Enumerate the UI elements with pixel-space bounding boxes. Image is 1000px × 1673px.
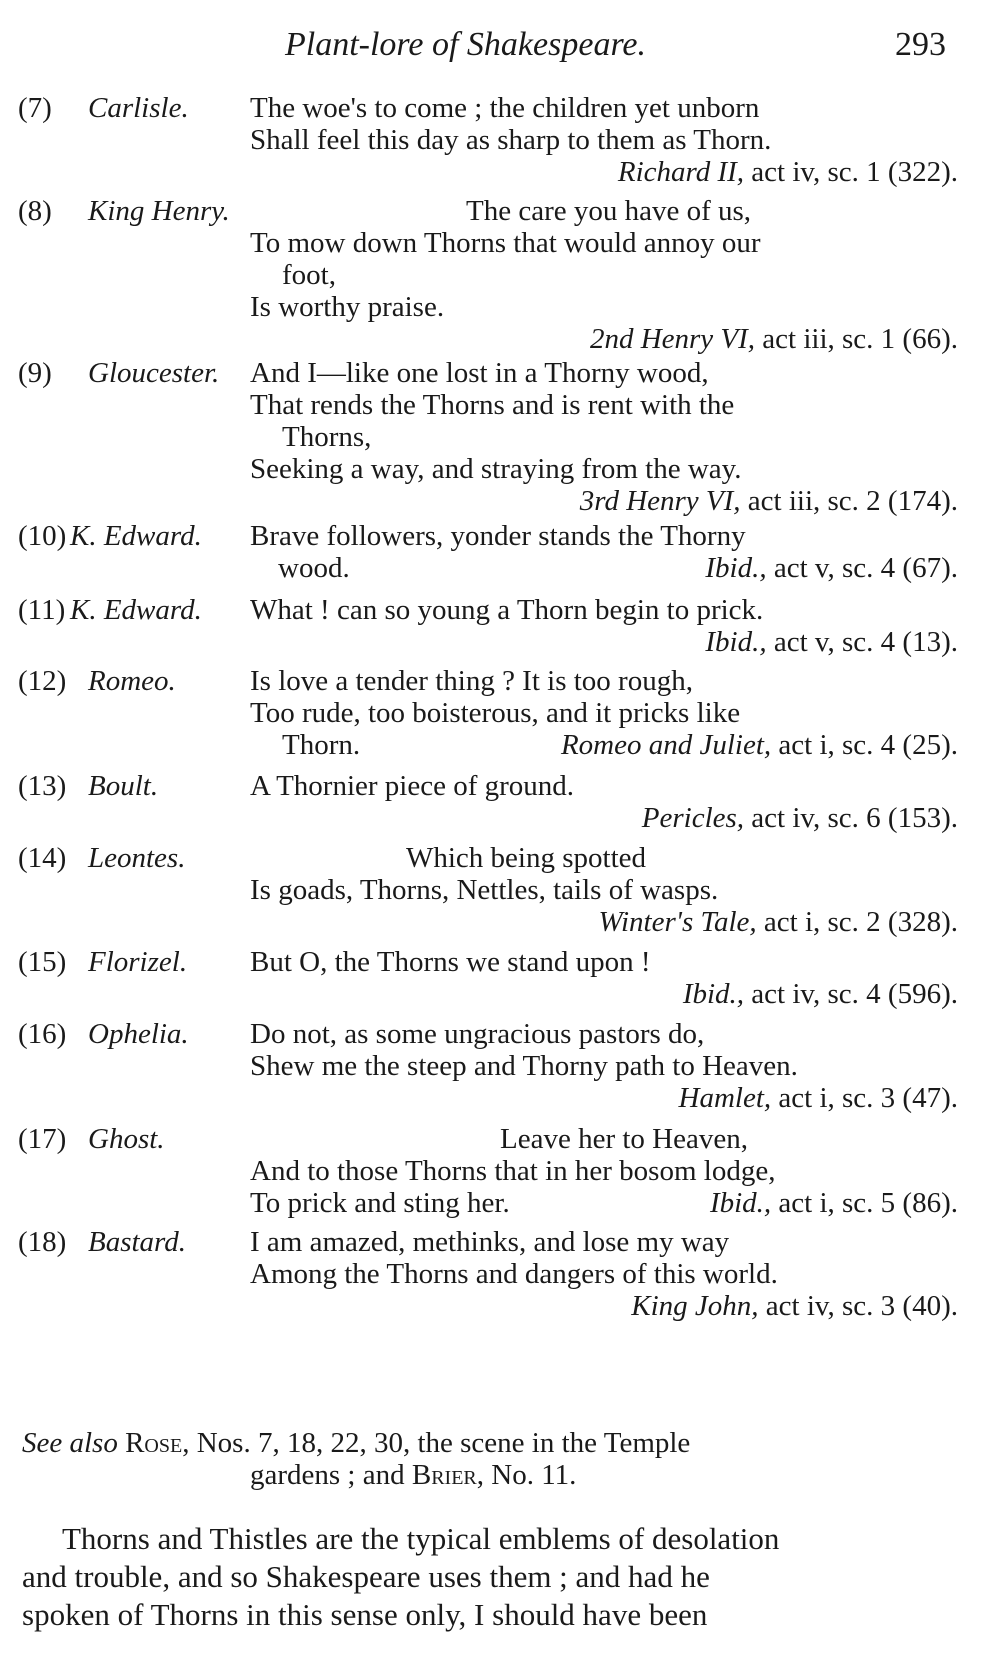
verse-line: Which being spotted: [406, 842, 647, 874]
citation: [250, 1082, 958, 1114]
speaker: K. Edward.: [70, 594, 202, 626]
quote-number: (14): [18, 842, 67, 874]
quote-number: (18): [18, 1226, 67, 1258]
citation: [250, 978, 958, 1010]
citation: [250, 485, 958, 517]
act-scene: act iii, sc. 1 (66).: [755, 323, 958, 355]
quote-number: (9): [18, 357, 52, 389]
verse-line-with-citation: [250, 729, 958, 761]
verse-line-with-citation: [250, 552, 958, 584]
verse-line: What ! can so young a Thorn begin to prick.: [250, 594, 764, 626]
speaker: Bastard.: [88, 1226, 187, 1258]
page-header: [0, 18, 1000, 68]
citation: [250, 802, 958, 834]
verse-line: Is goads, Thorns, Nettles, tails of wasps.: [250, 874, 719, 906]
verse-line: Is worthy praise.: [250, 291, 445, 323]
quote-17: [18, 1123, 958, 1219]
verse-line: foot,: [282, 259, 336, 291]
verse-line: Leave her to Heaven,: [500, 1123, 748, 1155]
see-also-text: , Nos. 7, 18, 22, 30, the scene in the Temple: [182, 1427, 691, 1459]
citation: [250, 626, 958, 658]
work-title: King John,: [631, 1290, 759, 1322]
verse-line: To mow down Thorns that would annoy our: [250, 227, 761, 259]
verse-line: And I—like one lost in a Thorny wood,: [250, 357, 709, 389]
act-scene: act i, sc. 3 (47).: [771, 1082, 958, 1114]
quote-13: [18, 770, 958, 834]
verse-line: Shall feel this day as sharp to them as Thorn.: [250, 124, 772, 156]
cross-ref-rose: Rose: [125, 1427, 183, 1459]
quote-18: [18, 1226, 958, 1322]
quote-16: [18, 1018, 958, 1114]
quote-number: (10): [18, 520, 67, 552]
verse-line: A Thornier piece of ground.: [250, 770, 575, 802]
act-scene: act i, sc. 4 (25).: [771, 729, 958, 761]
speaker: Leontes.: [88, 842, 186, 874]
citation: [561, 729, 958, 761]
work-title: 3rd Henry VI,: [579, 485, 741, 517]
quote-number: (8): [18, 195, 52, 227]
work-title: Romeo and Juliet,: [560, 729, 772, 761]
act-scene: act iv, sc. 3 (40).: [758, 1290, 958, 1322]
quote-number: (15): [18, 946, 67, 978]
verse-line: Thorn.: [282, 729, 361, 761]
speaker: Romeo.: [88, 665, 176, 697]
paragraph-line: Thorns and Thistles are the typical emblems of desolation: [62, 1521, 780, 1556]
act-scene: act v, sc. 4 (67).: [766, 552, 958, 584]
act-scene: act v, sc. 4 (13).: [766, 626, 958, 658]
citation: [250, 906, 958, 938]
citation: [250, 1290, 958, 1322]
verse-line: Brave followers, yonder stands the Thorny: [250, 520, 746, 552]
quote-number: (11): [18, 594, 66, 626]
verse-line: But O, the Thorns we stand upon !: [250, 946, 651, 978]
quote-8: [18, 195, 958, 355]
paragraph-line: spoken of Thorns in this sense only, I should have been: [22, 1597, 708, 1632]
see-also-text: , No. 11.: [476, 1459, 577, 1491]
speaker: Boult.: [88, 770, 159, 802]
work-title: Winter's Tale,: [598, 906, 757, 938]
work-title: Richard II,: [617, 156, 745, 188]
running-title: Plant-lore of Shakespeare.: [285, 26, 647, 63]
verse-line: Is love a tender thing ? It is too rough,: [250, 665, 693, 697]
verse-line: Among the Thorns and dangers of this world.: [250, 1258, 778, 1290]
speaker: King Henry.: [88, 195, 230, 227]
work-title: Ibid.,: [705, 626, 767, 658]
citation: [250, 156, 958, 188]
verse-line: Seeking a way, and straying from the way.: [250, 453, 742, 485]
act-scene: act iv, sc. 1 (322).: [744, 156, 958, 188]
verse-line: Thorns,: [282, 421, 372, 453]
verse-line: I am amazed, methinks, and lose my way: [250, 1226, 730, 1258]
see-also-text: gardens ; and: [250, 1459, 412, 1491]
quote-number: (17): [18, 1123, 67, 1155]
citation: [710, 1187, 958, 1219]
verse-line: To prick and sting her.: [250, 1187, 510, 1219]
speaker: K. Edward.: [70, 520, 202, 552]
act-scene: act iii, sc. 2 (174).: [740, 485, 958, 517]
act-scene: act i, sc. 2 (328).: [756, 906, 958, 938]
verse-line: Shew me the steep and Thorny path to Heaven.: [250, 1050, 798, 1082]
work-title: 2nd Henry VI,: [589, 323, 756, 355]
paragraph-line: and trouble, and so Shakespeare uses them ; and had he: [22, 1559, 710, 1594]
act-scene: act iv, sc. 4 (596).: [744, 978, 958, 1010]
work-title: Hamlet,: [678, 1082, 772, 1114]
see-also-note: [22, 1427, 962, 1491]
verse-line-with-citation: [250, 1187, 958, 1219]
verse-line: Do not, as some ungracious pastors do,: [250, 1018, 705, 1050]
quote-number: (12): [18, 665, 67, 697]
verse-line: That rends the Thorns and is rent with the: [250, 389, 735, 421]
speaker: Carlisle.: [88, 92, 189, 124]
work-title: Pericles,: [641, 802, 745, 834]
verse-line: And to those Thorns that in her bosom lodge,: [250, 1155, 776, 1187]
citation: [705, 552, 958, 584]
cross-ref-brier: Brier: [411, 1459, 477, 1491]
quote-7: [18, 92, 958, 188]
quote-number: (16): [18, 1018, 67, 1050]
quote-10: [18, 520, 958, 584]
verse-line: Too rude, too boisterous, and it pricks like: [250, 697, 741, 729]
verse-line: The care you have of us,: [466, 195, 752, 227]
page-number: 293: [895, 26, 946, 63]
speaker: Florizel.: [88, 946, 188, 978]
work-title: Ibid.,: [682, 978, 745, 1010]
speaker: Gloucester.: [88, 357, 220, 389]
see-also-line: [22, 1459, 962, 1491]
see-also-lead: See also: [22, 1427, 118, 1459]
quote-number: (13): [18, 770, 67, 802]
citation: [250, 323, 958, 355]
work-title: Ibid.,: [705, 552, 767, 584]
speaker: Ghost.: [88, 1123, 165, 1155]
quote-11: [18, 594, 958, 658]
verse-line: The woe's to come ; the children yet unborn: [250, 92, 760, 124]
act-scene: act iv, sc. 6 (153).: [744, 802, 958, 834]
quote-14: [18, 842, 958, 938]
verse-line: wood.: [278, 552, 350, 584]
work-title: Ibid.,: [709, 1187, 772, 1219]
quote-15: [18, 946, 958, 1010]
speaker: Ophelia.: [88, 1018, 189, 1050]
quote-9: [18, 357, 958, 517]
body-paragraph: [22, 1520, 958, 1634]
see-also-line: [22, 1427, 962, 1459]
act-scene: act i, sc. 5 (86).: [771, 1187, 958, 1219]
quote-12: [18, 665, 958, 761]
quote-number: (7): [18, 92, 52, 124]
